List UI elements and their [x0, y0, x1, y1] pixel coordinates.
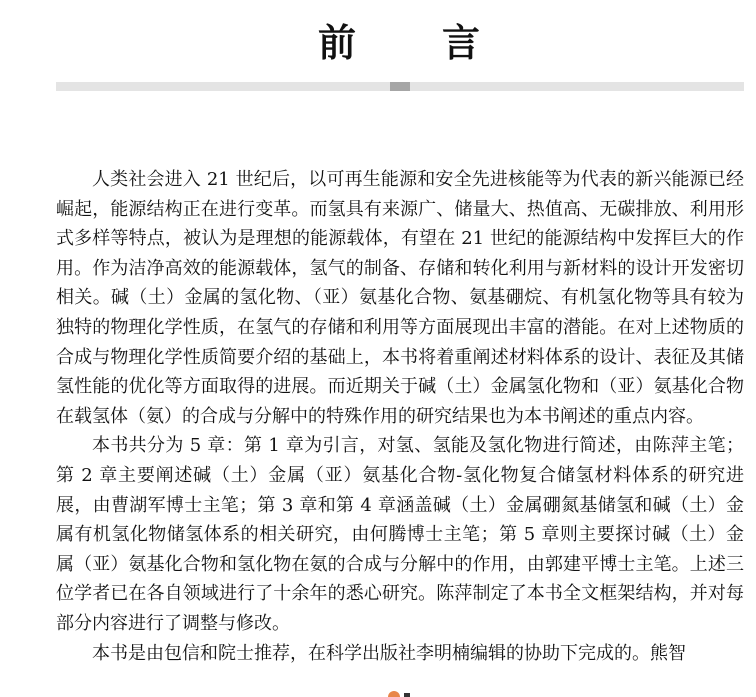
divider-marker — [390, 82, 410, 91]
preface-title — [0, 18, 756, 68]
paragraph-3: 本书是由包信和院士推荐，在科学出版社李明楠编辑的协助下完成的。熊智 — [92, 642, 686, 664]
footer-logo-shape — [388, 691, 400, 697]
page-footer-mark — [388, 689, 414, 697]
title-char-1: 前 — [318, 20, 357, 65]
title-char-2: 言 — [442, 20, 481, 65]
footer-dot — [404, 693, 410, 697]
title-divider — [56, 82, 744, 91]
preface-body — [56, 165, 744, 668]
paragraph-2: 本书共分为 5 章：第 1 章为引言，对氢、氢能及氢化物进行简述，由陈萍主笔；第 2 章主要阐述碱（土）金属（亚）氨基化合物-氢化物复合储氢材料体系的研究进展，由曹湖军博士主笔；第 3 章和第 4 章涵盖碱（土）金属硼氮基储氢和碱（土）金属有机氢化物储氢体系的相关研究，由何腾博士主笔；第 5 章则主要探讨碱（土）金属（亚）氨基化合物和氢化物在氨的合成与分解中的作用，由郭建平博士主笔。上述三位学者已在各自领域进行了十余年的悉心研究。陈萍制定了本书全文框架结构，并对每部分内容进行了调整与修改。 — [56, 435, 744, 634]
paragraph-1: 人类社会进入 21 世纪后，以可再生能源和安全先进核能等为代表的新兴能源已经崛起，能源结构正在进行变革。而氢具有来源广、储量大、热值高、无碳排放、利用形式多样等特点，被认为是理想的能源载体，有望在 21 世纪的能源结构中发挥巨大的作用。作为洁净高效的能源载体，氢气的制备、存储和转化利用与新材料的设计开发密切相关。碱（土）金属的氢化物、（亚）氨基化合物、氨基硼烷、有机氢化物等具有较为独特的物理化学性质，在氢气的存储和利用等方面展现出丰富的潜能。在对上述物质的合成与物理化学性质简要介绍的基础上，本书将着重阐述材料体系的设计、表征及其储氢性能的优化等方面取得的进展。而近期关于碱（土）金属氢化物和（亚）氨基化合物在载氢体（氨）的合成与分解中的特殊作用的研究结果也为本书阐述的重点内容。 — [56, 169, 744, 427]
